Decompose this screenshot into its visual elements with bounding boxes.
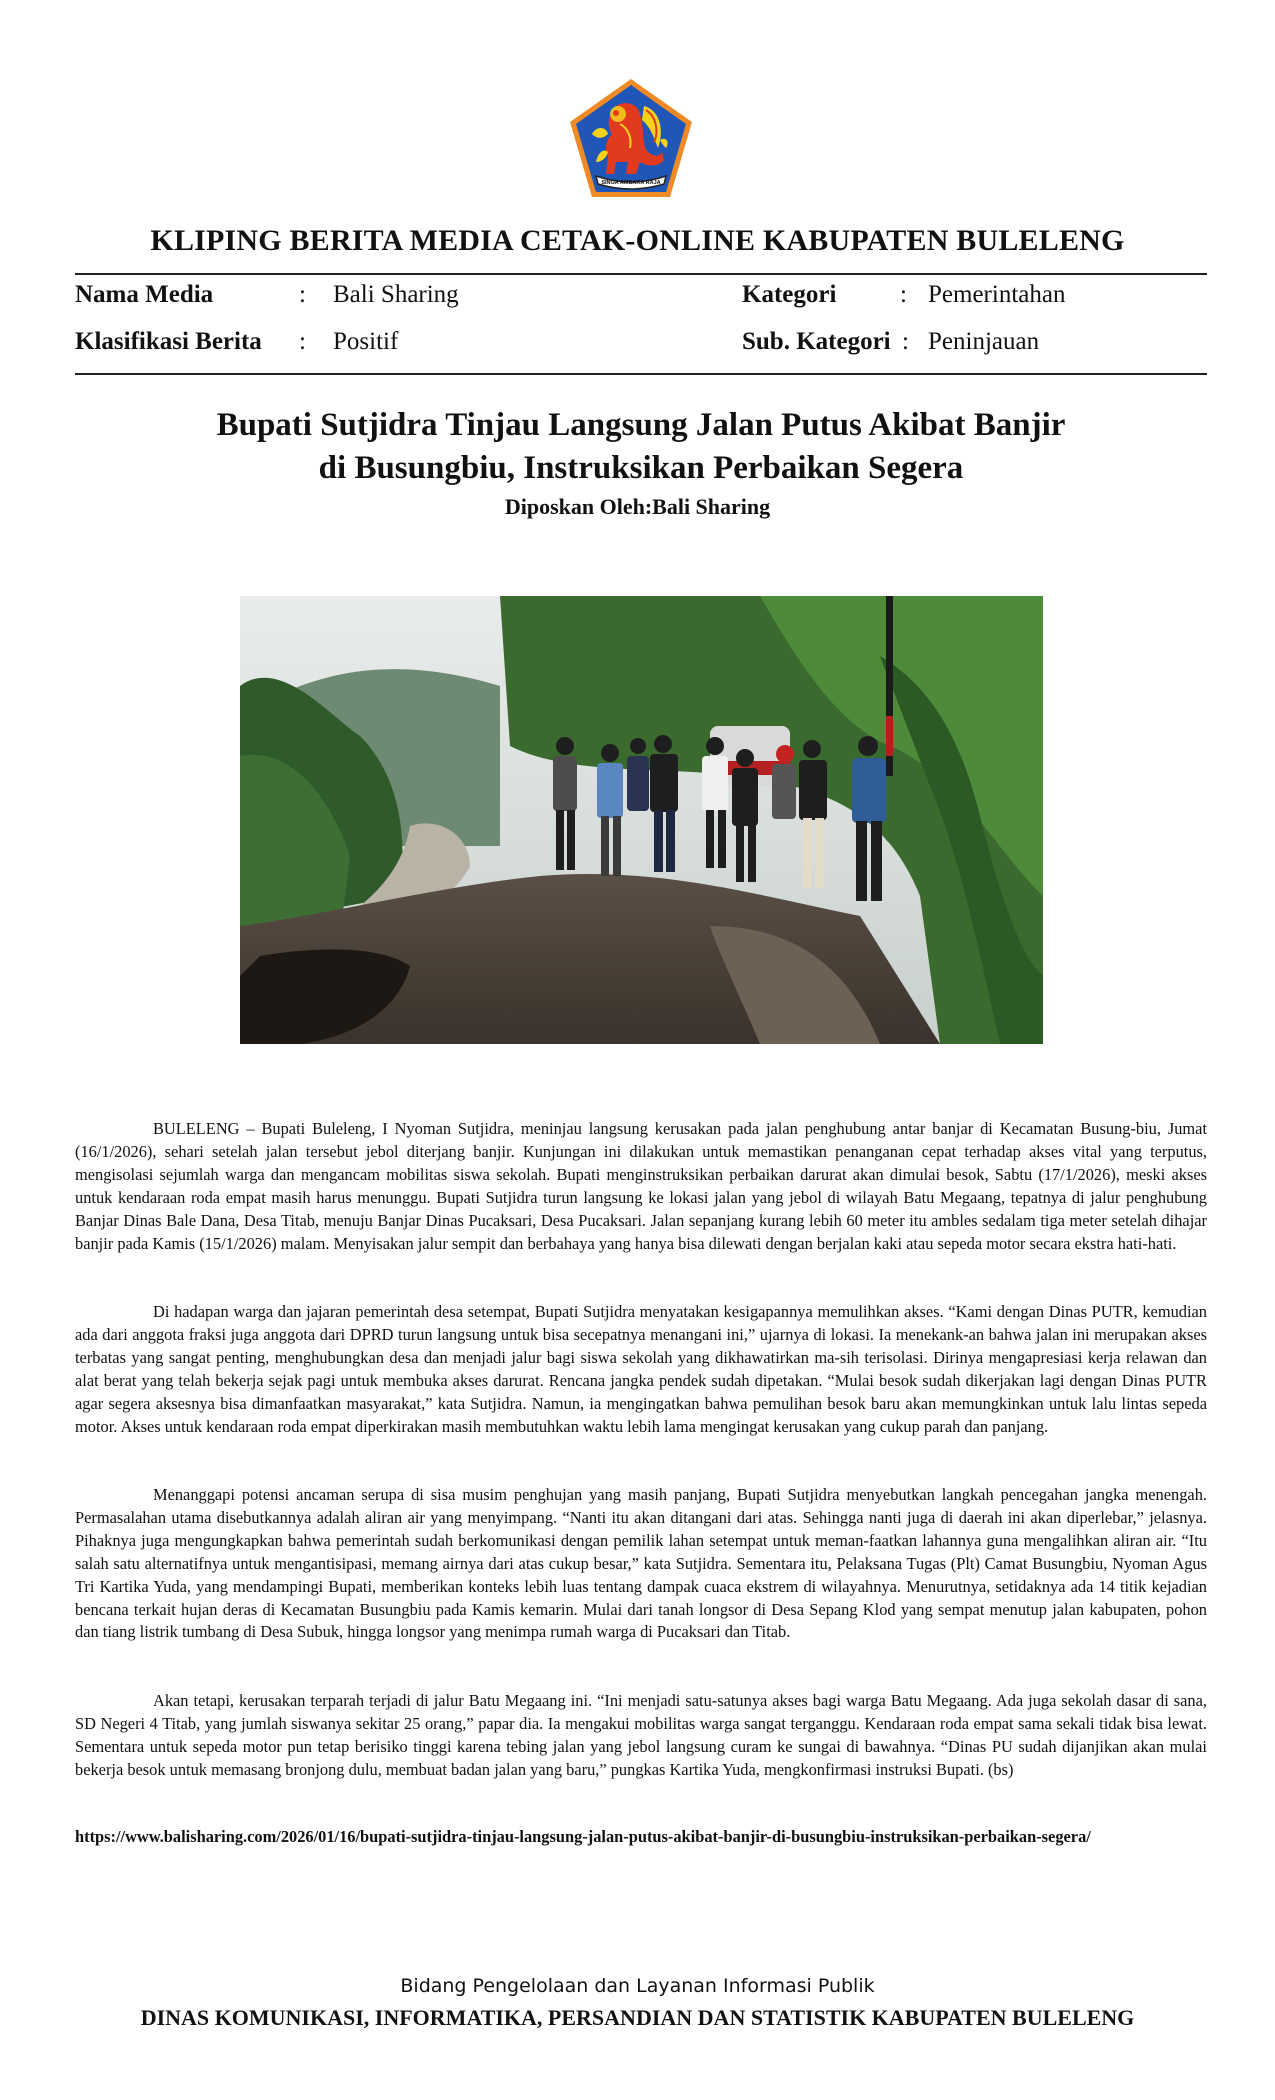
headline-line: Bupati Sutjidra Tinjau Langsung Jalan Putus Akibat Banjir [216, 407, 1066, 443]
meta-label: Kategori [742, 281, 837, 308]
meta-separator: : [299, 328, 306, 355]
source-url-link[interactable]: https://www.balisharing.com/2026/01/16/bupati-sutjidra-tinjau-langsung-jalan-putus-akibat-banjir-di-busungbiu-instruksikan-perbaikan-segera/ [75, 1827, 1091, 1846]
article-body [75, 1301, 1207, 1438]
article-paragraph: Menanggapi potensi ancaman serupa di sisa musim penghujan yang masih panjang, Bupati Sutjidra menyebutkan langkah pencegahan jangka menengah. Permasalahan utama disebutkannya adalah aliran air yang menyimpang. “Nanti itu akan ditangani dari atas. Sehingga nanti juga di daerah ini akan diperlebar,” jelasnya. Pihaknya juga mengungkapkan bahwa pemerintah sudah berkomunikasi dengan pemilik lahan setempat untuk meman-faatkan lahannya guna mengalihkan aliran air. “Itu salah satu alternatifnya untuk mengantisipasi, memang airnya dari atas cukup besar,” kata Sutjidra. Sementara itu, Pelaksana Tugas (Plt) Camat Busungbiu, Nyoman Agus Tri Kartika Yuda, yang mendampingi Bupati, memberikan konteks lebih luas tentang dampak cuaca ekstrem di wilayahnya. Menurutnya, setidaknya ada 14 titik kejadian bencana terkait hujan deras di Kecamatan Busungbiu pada Kamis kemarin. Mulai dari tanah longsor di Desa Sepang Klod yang sempat menutup jalan kabupaten, pohon dan tiang listrik tumbang di Desa Subuk, hingga longsor yang menimpa rumah warga di Pucaksari dan Titab. [75, 1485, 1207, 1642]
article-body [75, 1690, 1207, 1782]
article-headline [75, 404, 1207, 490]
article-body [75, 1118, 1207, 1255]
footer-division: Bidang Pengelolaan dan Layanan Informasi Publik [400, 1975, 875, 1997]
meta-value-kategori: Pemerintahan [928, 281, 1066, 308]
meta-label: Sub. Kategori [742, 328, 891, 355]
header-top-rule [75, 273, 1207, 275]
article-body [75, 1484, 1207, 1644]
meta-kategori [742, 280, 836, 310]
footer-agency: DINAS KOMUNIKASI, INFORMATIKA, PERSANDIAN DAN STATISTIK KABUPATEN BULELENG [140, 2005, 1135, 2030]
meta-nama-media [75, 280, 213, 310]
buleleng-seal-logo [566, 76, 696, 201]
meta-separator: : [902, 328, 909, 355]
article-byline: Diposkan Oleh:Bali Sharing [504, 494, 771, 519]
meta-value-klasifikasi: Positif [333, 328, 399, 355]
seal-motto: SINGA AMBARA RAJA [601, 180, 661, 186]
meta-sub-kategori [742, 327, 891, 357]
meta-value-sub-kategori: Peninjauan [928, 328, 1040, 355]
article-paragraph: Di hadapan warga dan jajaran pemerintah desa setempat, Bupati Sutjidra menyatakan kesigapannya memulihkan akses. “Kami dengan Dinas PUTR, kemudian ada dari anggota fraksi juga anggota dari DPRD turun langsung untuk bisa secepatnya menangani ini,” ujarnya di lokasi. Ia menekank-an bahwa jalan ini merupakan akses terbatas yang sangat penting, menghubungkan desa dan menjadi jalur bagi siswa sekolah yang dikhawatirkan ma-sih terisolasi. Dirinya mengapresiasi kerja relawan dan alat berat yang telah bekerja sejak pagi untuk membuka akses darurat. Rencana jangka pendek sudah dipetakan. “Mulai besok sudah dikerjakan lagi dengan Dinas PUTR agar segera aksesnya bisa dimanfaatkan masyarakat,” kata Sutjidra. Namun, ia mengingatkan bahwa pemulihan besok baru akan memungkinkan untuk lalu lintas sepeda motor. Akses untuk kendaraan roda empat diperkirakan masih membutuhkan waktu lebih lama mengingat kerusakan yang cukup parah dan panjang. [75, 1302, 1207, 1436]
document-title: KLIPING BERITA MEDIA CETAK-ONLINE KABUPATEN BULELENG [150, 224, 1125, 257]
article-paragraph: BULELENG – Bupati Buleleng, I Nyoman Sutjidra, meninjau langsung kerusakan pada jalan penghubung antar banjar di Kecamatan Busung-biu, Jumat (16/1/2026), sehari setelah jalan tersebut jebol diterjang banjir. Kunjungan ini dilakukan untuk memastikan penanganan cepat terhadap akses vital yang terputus, mengisolasi sejumlah warga dan mengancam mobilitas siswa sekolah. Bupati menginstruksikan perbaikan darurat akan dimulai besok, Sabtu (17/1/2026), meski akses untuk kendaraan roda empat masih harus menunggu. Bupati Sutjidra turun langsung ke lokasi jalan yang jebol di wilayah Batu Megaang, tepatnya di jalur penghubung Banjar Dinas Bale Dana, Desa Titab, menuju Banjar Dinas Pucaksari, Desa Pucaksari. Jalan sepanjang kurang lebih 60 meter itu ambles sedalam tiga meter setelah dihajar banjir pada Kamis (15/1/2026) malam. Menyisakan jalur sempit dan berbahaya yang hanya bisa dilewati dengan berjalan kaki atau sepeda motor secara ekstra hati-hati. [75, 1119, 1207, 1253]
meta-value-nama-media: Bali Sharing [333, 281, 459, 308]
headline-line: di Busungbiu, Instruksikan Perbaikan Segera [318, 450, 964, 486]
meta-label: Nama Media [75, 281, 214, 308]
meta-label: Klasifikasi Berita [75, 328, 262, 355]
article-photo [240, 596, 1043, 1044]
meta-separator: : [900, 281, 907, 308]
meta-separator: : [299, 281, 306, 308]
header-bottom-rule [75, 373, 1207, 375]
photo-officials-inspecting-collapsed-road-icon [240, 596, 1043, 1044]
singa-ambara-raja-seal-icon [566, 76, 696, 201]
meta-klasifikasi [75, 327, 262, 357]
article-paragraph: Akan tetapi, kerusakan terparah terjadi di jalur Batu Megaang ini. “Ini menjadi satu-satunya akses bagi warga Batu Megaang. Ada juga sekolah dasar di sana, SD Negeri 4 Titab, yang jumlah siswanya sekitar 25 orang,” papar dia. Ia mengakui mobilitas warga sangat terganggu. Kendaraan roda empat sama sekali tidak bisa lewat. Sementara untuk sepeda motor pun tetap berisiko tinggi karena tebing jalan yang jebol langsung curam ke sungai di bawahnya. “Dinas PU sudah dijanjikan akan mulai bekerja besok untuk memasang bronjong dulu, membuat badan jalan yang baru,” pungkas Kartika Yuda, mengkonfirmasi instruksi Bupati. (bs) [75, 1691, 1207, 1779]
